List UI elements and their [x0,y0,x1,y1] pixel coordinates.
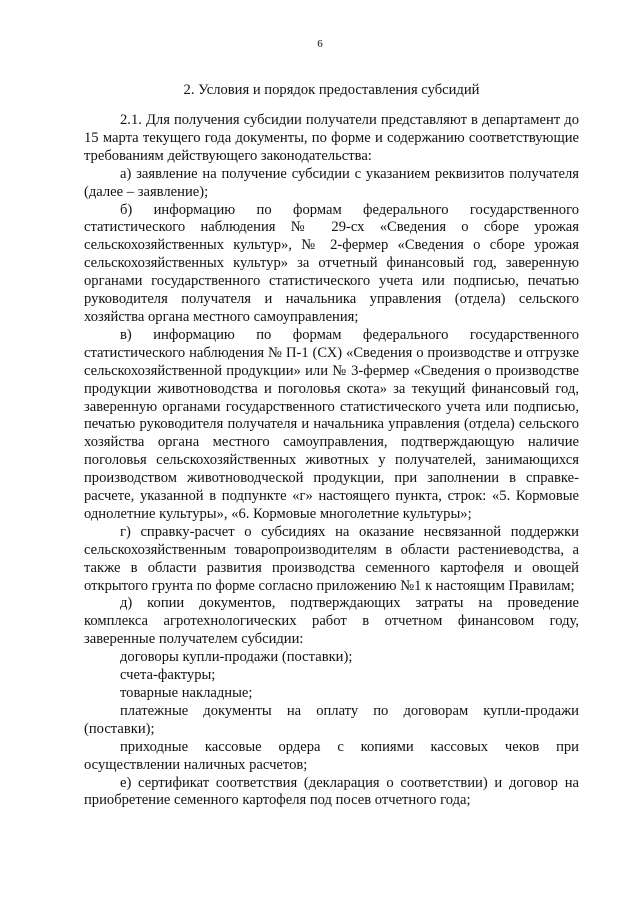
paragraph-g: г) справку-расчет о субсидиях на оказание несвязанной поддержки сельскохозяйственным товаропроизводителям в области растениеводства, а также в области развития производства семенного картофеля и овощей открытого грунта по форме согласно приложению №1 к настоящим Правилам; [84,523,579,594]
paragraph-v: в) информацию по формам федерального государственного статистического наблюдения № П-1 (СХ) «Сведения о производстве и отгрузке сельскохозяйственной продукции» или № 3-фермер «Сведения о производстве продукции животноводства и поголовья скота» за текущий финансовый год, заверенную органами государственного статистического учета или подписью, печатью руководителя получателя и начальника управления (отдела) сельского хозяйства органа местного самоуправления, подтверждающую наличие поголовья сельскохозяйственных животных у получателей, занимающихся производством животноводческой продукции, при заполнении в справке-расчете, указанной в подпункте «г» настоящего пункта, строк: «5. Кормовые однолетние культуры», «6. Кормовые многолетние культуры»; [84,326,579,522]
paragraph-b: б) информацию по формам федерального государственного статистического наблюдения № 29-сх «Сведения о сборе урожая сельскохозяйственных культур», № 2-фермер «Сведения о сборе урожая сельскохозяйственных культур» за отчетный финансовый год, заверенную органами государственного статистического учета или подписью, печатью руководителя получателя и начальника управления (отдела) сельского хозяйства органа местного самоуправления; [84,201,579,325]
list-item-cash-orders: приходные кассовые ордера с копиями кассовых чеков при осуществлении наличных расчетов; [84,738,579,773]
list-item-waybills: товарные накладные; [120,685,253,701]
section-heading: 2. Условия и порядок предоставления субсидий [183,82,480,98]
document-body [84,112,579,810]
list-item-payment-documents: платежные документы на оплату по договорам купли-продажи (поставки); [84,702,579,737]
paragraph-2-1: 2.1. Для получения субсидии получатели представляют в департамент до 15 марта текущего года документы, по форме и содержанию соответствующие требованиям действующего законодательства: [84,112,579,164]
list-item-contracts: договоры купли-продажи (поставки); [120,649,353,666]
page-number: 6 [317,38,323,50]
paragraph-d: д) копии документов, подтверждающих затраты на проведение комплекса агротехнологических работ в отчетном финансовом году, заверенные получателем субсидии: [84,595,579,648]
paragraph-e: е) сертификат соответствия (декларация о соответствии) и договор на приобретение семенного картофеля под посев отчетного года; [84,774,579,809]
list-item-invoices: счета-фактуры; [120,667,216,684]
paragraph-a: а) заявление на получение субсидии с указанием реквизитов получателя (далее – заявление); [84,165,579,200]
